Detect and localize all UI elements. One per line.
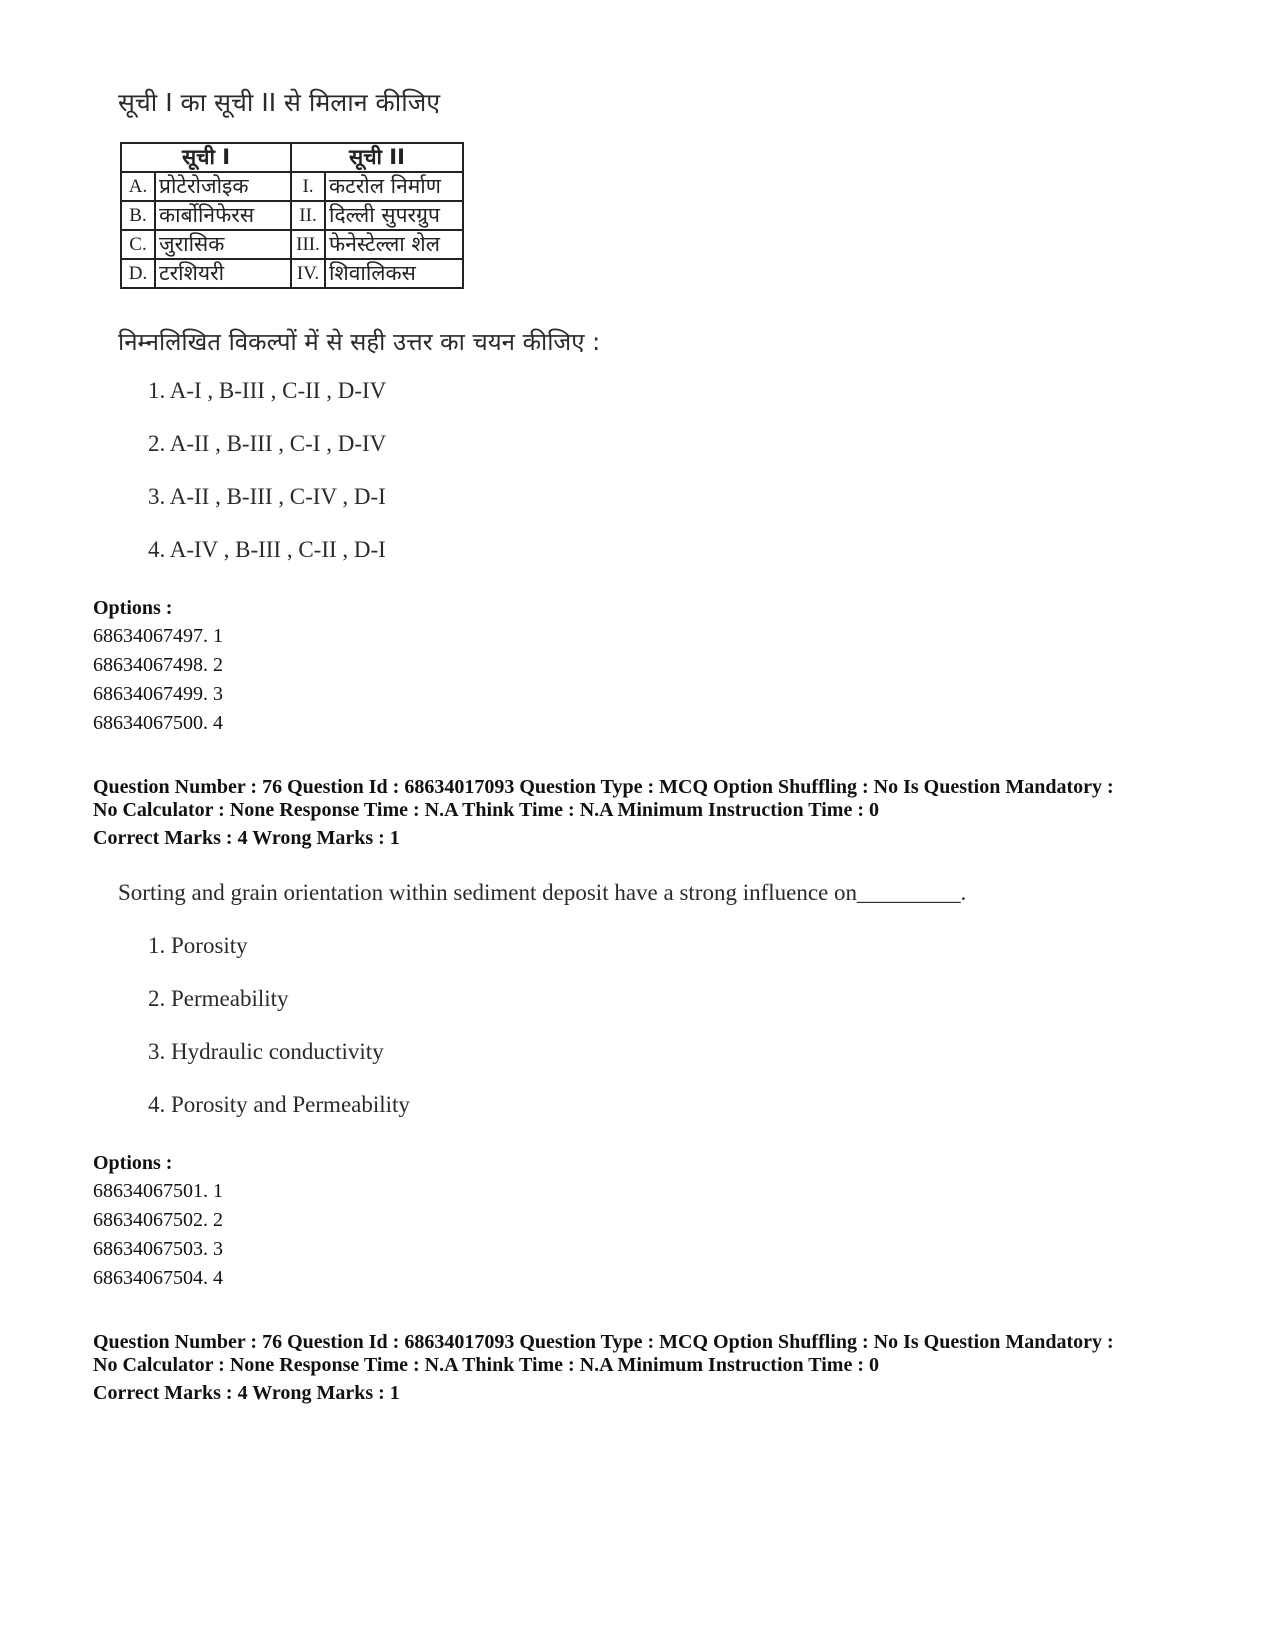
options-label: Options : xyxy=(93,597,173,619)
options-label: Options : xyxy=(93,1152,173,1174)
list1-label: A. xyxy=(121,172,155,201)
choice-item: 4. A-IV , B-III , C-II , D-I xyxy=(148,537,386,562)
list1-label: D. xyxy=(121,259,155,288)
list1-value: कार्बोनिफेरस xyxy=(155,201,291,230)
list2-label: II. xyxy=(291,201,325,230)
list2-value: फेनेस्टेल्ला शेल xyxy=(325,230,463,259)
question-marks: Correct Marks : 4 Wrong Marks : 1 xyxy=(93,1382,400,1404)
select-instruction: निम्नलिखित विकल्पों में से सही उत्तर का चयन कीजिए : xyxy=(118,328,601,356)
question-meta: No Calculator : None Response Time : N.A Think Time : N.A Minimum Instruction Time : 0 xyxy=(93,1354,879,1376)
option-id: 68634067501. 1 xyxy=(93,1180,223,1202)
option-id: 68634067500. 4 xyxy=(93,712,223,734)
option-id: 68634067504. 4 xyxy=(93,1267,223,1289)
option-id: 68634067497. 1 xyxy=(93,625,223,647)
list1-value: प्रोटेरोजोइक xyxy=(155,172,291,201)
choice-item: 2. A-II , B-III , C-I , D-IV xyxy=(148,431,387,456)
list2-header: सूची II xyxy=(291,143,463,172)
list2-label: I. xyxy=(291,172,325,201)
question-marks: Correct Marks : 4 Wrong Marks : 1 xyxy=(93,827,400,849)
question-prompt: Sorting and grain orientation within sediment deposit have a strong influence on_________. xyxy=(118,880,967,905)
list1-header: सूची I xyxy=(121,143,291,172)
match-table xyxy=(120,142,464,289)
table-row xyxy=(121,172,463,201)
list2-label: IV. xyxy=(291,259,325,288)
list1-value: जुरासिक xyxy=(155,230,291,259)
option-id: 68634067503. 3 xyxy=(93,1238,223,1260)
question-meta: No Calculator : None Response Time : N.A Think Time : N.A Minimum Instruction Time : 0 xyxy=(93,799,879,821)
match-table-header xyxy=(121,143,463,172)
choice-item: 1. Porosity xyxy=(148,933,248,958)
list2-label: III. xyxy=(291,230,325,259)
choice-item: 2. Permeability xyxy=(148,986,289,1011)
option-id: 68634067498. 2 xyxy=(93,654,223,676)
question-meta: Question Number : 76 Question Id : 68634017093 Question Type : MCQ Option Shuffling : No Is Question Mandatory : xyxy=(93,1331,1114,1353)
option-id: 68634067499. 3 xyxy=(93,683,223,705)
list1-value: टरशियरी xyxy=(155,259,291,288)
choice-item: 3. Hydraulic conductivity xyxy=(148,1039,384,1064)
question-meta: Question Number : 76 Question Id : 68634017093 Question Type : MCQ Option Shuffling : No Is Question Mandatory : xyxy=(93,776,1114,798)
list1-label: C. xyxy=(121,230,155,259)
table-row xyxy=(121,259,463,288)
choice-item: 4. Porosity and Permeability xyxy=(148,1092,410,1117)
list2-value: शिवालिकस xyxy=(325,259,463,288)
option-id: 68634067502. 2 xyxy=(93,1209,223,1231)
list2-value: दिल्ली सुपरग्रुप xyxy=(325,201,463,230)
table-row xyxy=(121,230,463,259)
choice-item: 1. A-I , B-III , C-II , D-IV xyxy=(148,378,387,403)
list1-label: B. xyxy=(121,201,155,230)
table-row xyxy=(121,201,463,230)
choice-item: 3. A-II , B-III , C-IV , D-I xyxy=(148,484,386,509)
match-prompt: सूची I का सूची II से मिलान कीजिए xyxy=(118,88,441,117)
list2-value: कटरोल निर्माण xyxy=(325,172,463,201)
